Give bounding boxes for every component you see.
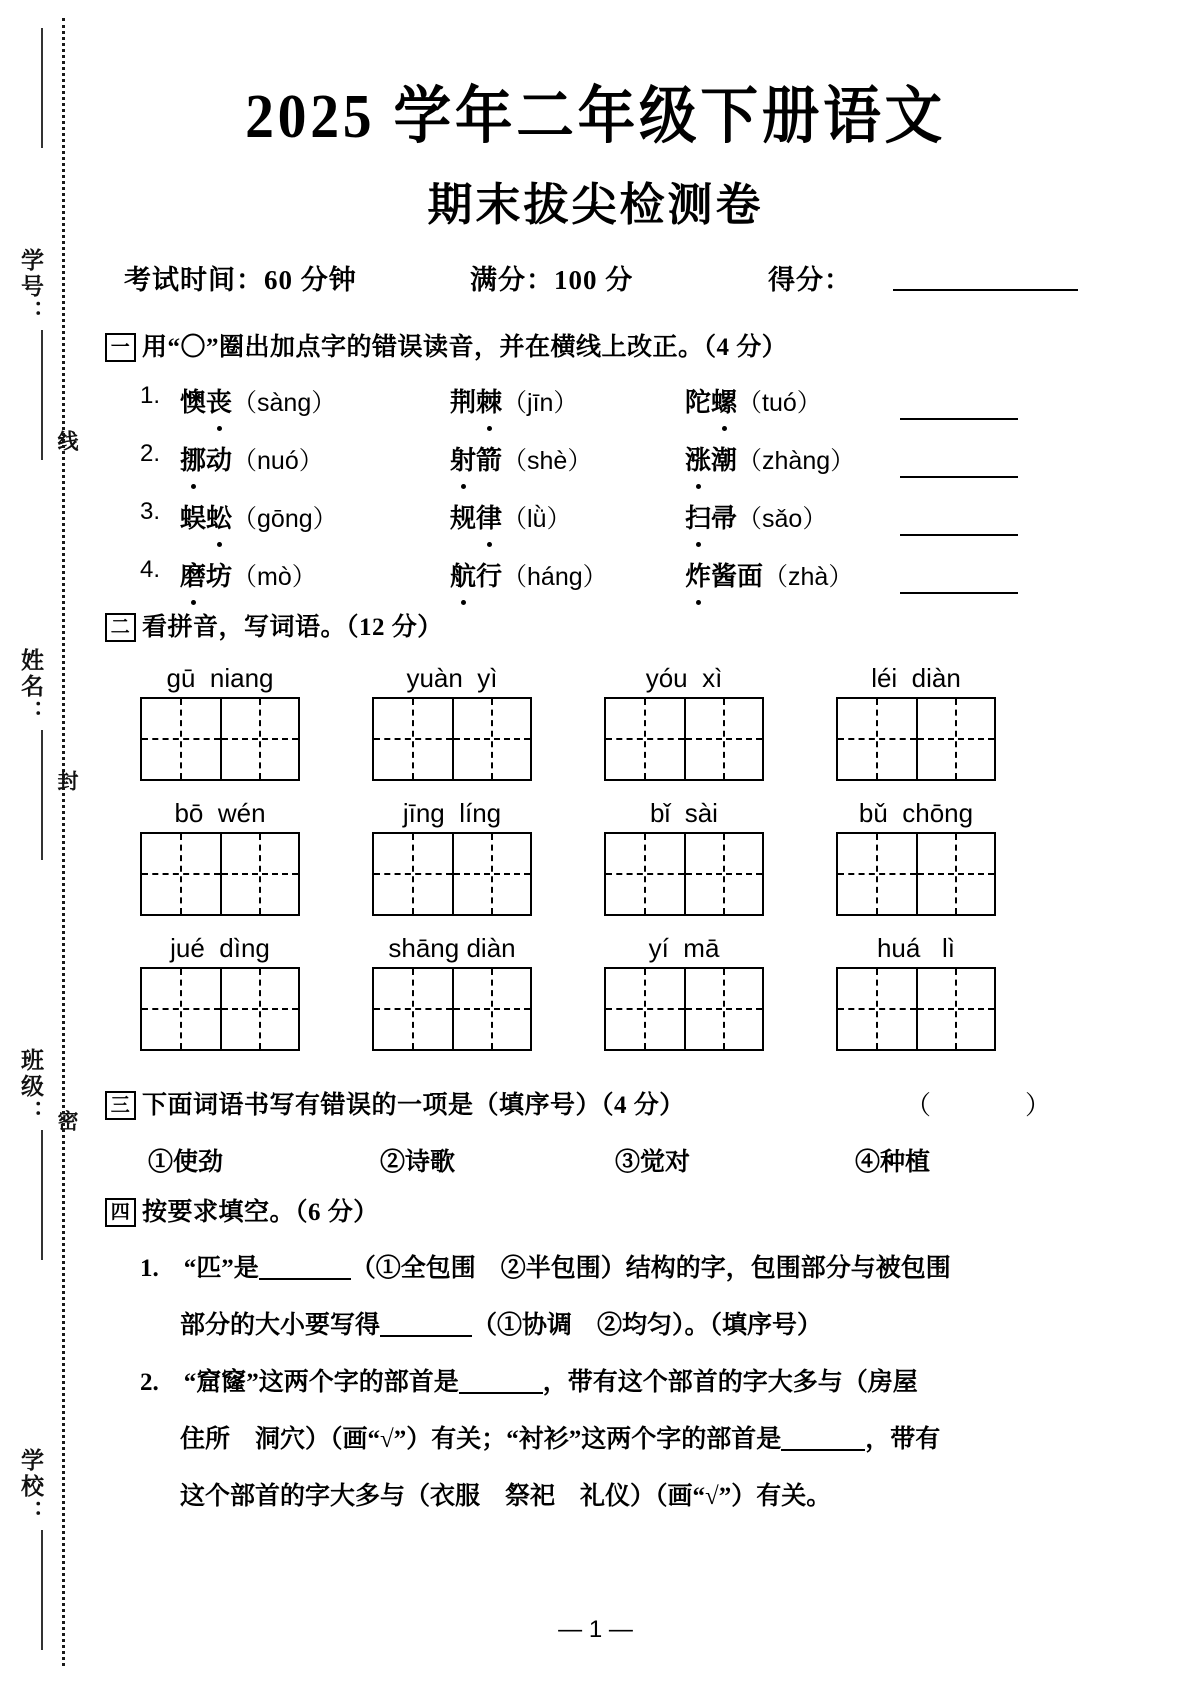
grid-cell[interactable] [452, 699, 530, 779]
q1-word-pre: 规 [450, 504, 477, 533]
grid-cell[interactable] [452, 969, 530, 1049]
seal-word-xian: 线 [55, 430, 79, 454]
grid-cell[interactable] [452, 834, 530, 914]
q1-word-pre: 蜈 [180, 504, 207, 533]
score-blank-line[interactable] [893, 289, 1078, 291]
writing-grid[interactable] [604, 967, 764, 1051]
q1-correction-line[interactable] [900, 592, 1018, 594]
q4-blank[interactable] [259, 1278, 351, 1280]
q1-word-dotted: 航 [450, 556, 476, 593]
grid-cell[interactable] [220, 969, 298, 1049]
grid-cell[interactable] [220, 834, 298, 914]
pinyin-label [140, 798, 300, 829]
pinyin-syllable-2: sài [684, 798, 718, 828]
q3-option[interactable]: ①使劲 [148, 1149, 224, 1176]
q1-word-post: 行 [476, 562, 503, 591]
q1-word-post: 箭 [476, 446, 503, 475]
seal-field-student-id: 学号： [18, 248, 43, 326]
pinyin-label [836, 798, 996, 829]
q4-text: 2. “窟窿”这两个字的部首是 [140, 1369, 459, 1396]
q1-pinyin[interactable]: （nuó） [232, 447, 324, 475]
q4-item-2-line-2 [180, 1419, 940, 1455]
score-label: 得分： [768, 265, 852, 295]
pinyin-syllable-1: gū [166, 663, 196, 693]
pinyin-label [604, 663, 764, 694]
grid-cell[interactable] [374, 699, 452, 779]
q4-text: ，带有 [865, 1426, 941, 1453]
full-score-label: 满分：100 分 [470, 265, 634, 295]
writing-grid[interactable] [836, 832, 996, 916]
grid-cell[interactable] [838, 699, 916, 779]
pinyin-label [372, 798, 532, 829]
q1-item[interactable] [450, 498, 572, 535]
q1-item[interactable] [450, 440, 592, 477]
q1-word-post: 动 [206, 446, 233, 475]
q1-correction-line[interactable] [900, 418, 1018, 420]
q1-word-dotted: 扫 [685, 498, 711, 535]
q3-option-row [140, 1142, 1040, 1182]
seal-field-class: 班级： [18, 1048, 43, 1126]
q1-pinyin[interactable]: （mò） [232, 563, 317, 591]
pinyin-syllable-2: diàn [911, 663, 961, 693]
grid-cell[interactable] [838, 834, 916, 914]
pinyin-syllable-1: jīng [402, 798, 445, 828]
pinyin-syllable-1: yóu [645, 663, 688, 693]
q1-word-dotted: 射 [450, 440, 476, 477]
q1-word-dotted: 棘 [476, 382, 502, 419]
q1-pinyin[interactable]: （gōng） [232, 505, 338, 533]
pinyin-syllable-1: yí [648, 933, 669, 963]
exam-info-line [118, 258, 1048, 298]
q1-pinyin[interactable]: （tuó） [737, 389, 822, 417]
q1-row-number: 1. [140, 382, 161, 409]
grid-cell[interactable] [142, 834, 220, 914]
section-2-header [105, 607, 443, 643]
pinyin-syllable-2: dìng [219, 933, 270, 963]
writing-grid[interactable] [140, 697, 300, 781]
seal-word-feng: 封 [55, 770, 79, 794]
pinyin-syllable-2: lì [942, 933, 956, 963]
seal-dotted-line [62, 18, 65, 1666]
pinyin-label [604, 933, 764, 964]
writing-grid[interactable] [372, 832, 532, 916]
writing-grid[interactable] [836, 697, 996, 781]
q1-word-dotted: 律 [476, 498, 502, 535]
pinyin-label [372, 933, 532, 964]
grid-cell[interactable] [142, 699, 220, 779]
grid-cell[interactable] [916, 834, 994, 914]
q1-pinyin[interactable]: （zhàng） [737, 447, 856, 475]
writing-grid[interactable] [372, 697, 532, 781]
writing-grid[interactable] [604, 832, 764, 916]
q1-pinyin[interactable]: （sàng） [232, 389, 337, 417]
q1-word-dotted: 挪 [180, 440, 206, 477]
seal-rule [41, 730, 43, 860]
pinyin-label [140, 663, 300, 694]
grid-cell[interactable] [606, 834, 684, 914]
pinyin-syllable-1: jué [170, 933, 205, 963]
section-1-header [105, 327, 787, 363]
section-3-header [105, 1085, 685, 1121]
writing-grid[interactable] [836, 967, 996, 1051]
q4-text: ，带有这个部首的字大多与（房屋 [542, 1369, 918, 1396]
grid-cell[interactable] [606, 699, 684, 779]
pinyin-syllable-1: bǐ [650, 798, 671, 828]
pinyin-syllable-2: yì [477, 663, 498, 693]
q4-item-2-line-1 [140, 1362, 918, 1398]
pinyin-syllable-2: mā [683, 933, 720, 963]
q4-item-2-line-3: 这个部首的字大多与（衣服 祭祀 礼仪）（画“√”）有关。 [180, 1483, 832, 1510]
grid-cell[interactable] [374, 969, 452, 1049]
q1-word-pre: 陀 [685, 388, 712, 417]
q1-item[interactable] [450, 556, 608, 593]
q1-row-number: 4. [140, 556, 161, 583]
q1-word-dotted: 蚣 [206, 498, 232, 535]
grid-cell[interactable] [606, 969, 684, 1049]
pinyin-syllable-1: bǔ [858, 798, 888, 828]
section-4-header [105, 1192, 379, 1228]
page-number: — 1 — [558, 1616, 633, 1643]
q1-word-pre: 荆 [450, 388, 477, 417]
q1-item[interactable] [685, 440, 855, 477]
q1-item[interactable] [180, 498, 338, 535]
q4-text: 1. “匹”是 [140, 1255, 259, 1282]
pinyin-label [836, 933, 996, 964]
seal-rule [41, 1130, 43, 1260]
grid-cell[interactable] [374, 834, 452, 914]
section-2-title: 看拼音，写词语。（12 分） [142, 614, 443, 641]
q4-text: 部分的大小要写得 [180, 1312, 381, 1339]
pinyin-label [604, 798, 764, 829]
pinyin-syllable-1: léi [871, 663, 898, 693]
pinyin-syllable-1: huá [876, 933, 921, 963]
section-3-number: 三 [105, 1091, 136, 1120]
pinyin-syllable-1: yuàn [406, 663, 463, 693]
q1-item[interactable] [685, 556, 853, 593]
seal-margin [0, 0, 105, 1684]
q1-word-post: 潮 [711, 446, 738, 475]
q1-word-post: 酱面 [711, 562, 764, 591]
q1-word-pre: 懊 [180, 388, 207, 417]
writing-grid[interactable] [604, 697, 764, 781]
q1-row-number: 3. [140, 498, 161, 525]
q1-pinyin[interactable]: （lǜ） [502, 505, 572, 533]
q1-pinyin[interactable]: （háng） [502, 563, 608, 591]
grid-cell[interactable] [916, 969, 994, 1049]
grid-cell[interactable] [220, 699, 298, 779]
pinyin-label [372, 663, 532, 694]
q1-pinyin[interactable]: （shè） [502, 447, 593, 475]
pinyin-syllable-2: chōng [902, 798, 974, 828]
q1-word-post: 帚 [711, 504, 738, 533]
section-4-number: 四 [105, 1198, 136, 1227]
pinyin-syllable-2: wén [217, 798, 266, 828]
q4-blank[interactable] [459, 1392, 543, 1394]
q4-item-1-line-1 [140, 1248, 951, 1284]
q1-pinyin[interactable]: （sǎo） [737, 505, 828, 533]
q4-item-1-line-2 [180, 1305, 822, 1341]
section-2-number: 二 [105, 613, 136, 642]
pinyin-syllable-1: bō [174, 798, 204, 828]
q1-word-dotted: 磨 [180, 556, 206, 593]
answer-parenthesis[interactable]: （ ） [905, 1091, 1066, 1120]
section-3-title: 下面词语书写有错误的一项是（填序号）（4 分） [142, 1092, 685, 1119]
q1-word-post: 坊 [206, 562, 233, 591]
q1-row-number: 2. [140, 440, 161, 467]
q4-blank[interactable] [380, 1335, 472, 1337]
q4-text: （①全包围 ②半包围）结构的字，包围部分与被包围 [350, 1255, 951, 1282]
q4-text: （①协调 ②均匀）。（填序号） [472, 1312, 823, 1339]
pinyin-label [140, 933, 300, 964]
pinyin-syllable-2: xì [702, 663, 723, 693]
writing-grid[interactable] [140, 967, 300, 1051]
q1-item[interactable] [180, 556, 317, 593]
pinyin-syllable-1: shāng [388, 933, 460, 963]
page-subtitle: 期末拔尖检测卷 [427, 180, 764, 230]
q1-word-dotted: 炸 [685, 556, 711, 593]
writing-grid[interactable] [140, 832, 300, 916]
writing-grid[interactable] [372, 967, 532, 1051]
grid-cell[interactable] [684, 969, 762, 1049]
seal-rule [41, 330, 43, 460]
q1-item[interactable] [450, 382, 578, 419]
grid-cell[interactable] [684, 834, 762, 914]
grid-cell[interactable] [916, 699, 994, 779]
q1-pinyin[interactable]: （zhà） [763, 563, 854, 591]
grid-cell[interactable] [838, 969, 916, 1049]
q1-item[interactable] [180, 382, 336, 419]
q3-option[interactable]: ③觉对 [615, 1149, 691, 1176]
exam-time-label: 考试时间：60 分钟 [124, 265, 357, 295]
q1-item[interactable] [685, 382, 822, 419]
q1-word-dotted: 螺 [711, 382, 737, 419]
section-4-title: 按要求填空。（6 分） [142, 1199, 379, 1226]
q1-item[interactable] [685, 498, 827, 535]
grid-cell[interactable] [142, 969, 220, 1049]
pinyin-label [836, 663, 996, 694]
q4-text: 住所 洞穴）（画“√”）有关；“衬衫”这两个字的部首是 [180, 1426, 782, 1453]
q1-word-dotted: 涨 [685, 440, 711, 477]
pinyin-syllable-2: líng [459, 798, 502, 828]
pinyin-syllable-2: diàn [466, 933, 516, 963]
q3-option[interactable]: ②诗歌 [380, 1149, 456, 1176]
section-1-number: 一 [105, 333, 136, 362]
seal-field-name: 姓名： [18, 648, 43, 726]
pinyin-syllable-2: niang [209, 663, 274, 693]
q1-correction-line[interactable] [900, 476, 1018, 478]
seal-field-school: 学校： [18, 1448, 43, 1526]
page-title: 2025 学年二年级下册语文 [245, 83, 946, 151]
q1-item[interactable] [180, 440, 324, 477]
q1-correction-line[interactable] [900, 534, 1018, 536]
q1-word-dotted: 丧 [206, 382, 232, 419]
q4-blank[interactable] [781, 1449, 865, 1451]
q1-pinyin[interactable]: （jīn） [502, 389, 579, 417]
q3-option[interactable]: ④种植 [855, 1149, 931, 1176]
seal-word-mi: 密 [55, 1110, 79, 1134]
grid-cell[interactable] [684, 699, 762, 779]
section-1-title: 用“〇”圈出加点字的错误读音，并在横线上改正。（4 分） [142, 334, 788, 361]
